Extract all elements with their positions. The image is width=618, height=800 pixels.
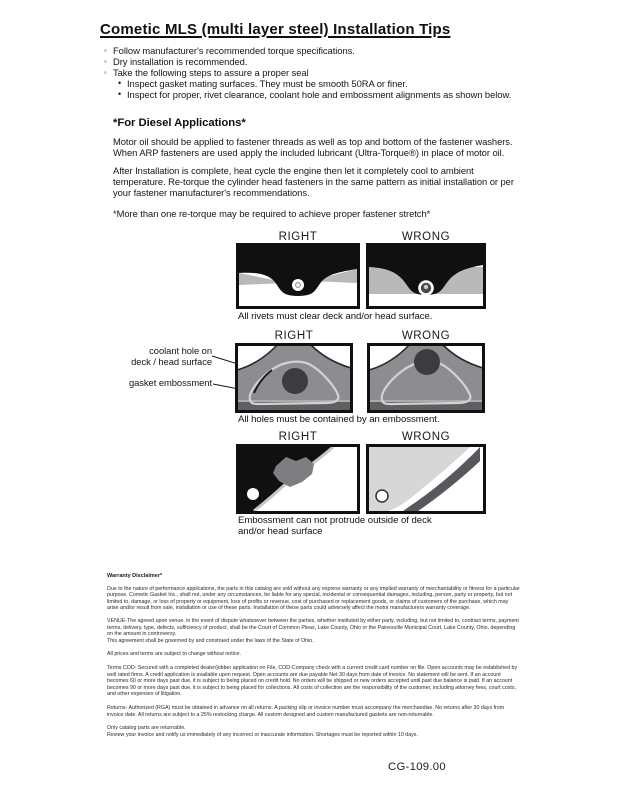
holes-caption: All holes must be contained by an embossment. bbox=[238, 414, 440, 425]
annotation-line: coolant hole on bbox=[149, 345, 212, 356]
installation-tips-list bbox=[104, 45, 534, 100]
rivet-center bbox=[424, 285, 428, 289]
page-code: CG-109.00 bbox=[388, 761, 446, 773]
list-item bbox=[104, 67, 534, 78]
paragraph: After Installation is complete, heat cycle the engine then let it completely cool to ambient temperature. Re-torque the cylinder head fasteners in the same pattern as initial installation or per your fastener manufacturer's recommendations. bbox=[113, 165, 514, 198]
rivet-right-diagram bbox=[236, 243, 360, 309]
bolt-hole bbox=[247, 488, 259, 500]
embossment-wrong-diagram bbox=[367, 343, 485, 413]
paragraph: Motor oil should be applied to fastener threads as well as top and bottom of the fastener washers. When ARP fasteners are used apply the included lubricant (Ultra-Torque®) in place of motor oil. bbox=[113, 136, 513, 158]
filled-bullet-icon: • bbox=[118, 89, 122, 99]
warranty-heading: Warranty Disclaimer* bbox=[107, 573, 163, 579]
rivet-caption: All rivets must clear deck and/or head surface. bbox=[238, 311, 433, 322]
retorque-note: *More than one re-torque may be required to achieve proper fastener stretch* bbox=[113, 208, 431, 219]
right-label: RIGHT bbox=[278, 231, 318, 243]
annotation-line: deck / head surface bbox=[131, 355, 212, 367]
protrusion-right-diagram bbox=[236, 444, 360, 514]
legal-paragraph: VENUE-The agreed upon venue, in the event of dispute whatsoever between the parties, whether instituted by either party, including, but not limited to, contract terms, payment terms, delivery, type, defects, sufficiency of product, shall be the Court of Common Pleas, Lake County, Ohio or the Painesville Municipal Court, Lake County, Ohio, depending on the amount in controversy. bbox=[107, 617, 519, 638]
protrusion-wrong-diagram bbox=[366, 444, 486, 514]
list-item bbox=[104, 56, 534, 67]
legal-paragraph: All prices and terms are subject to change without notice. bbox=[107, 651, 241, 658]
gasket-embossment-annotation: gasket embossment bbox=[128, 377, 212, 388]
bolt-hole bbox=[376, 490, 388, 502]
right-label: RIGHT bbox=[274, 330, 314, 342]
caption-line: and/or head surface bbox=[238, 525, 323, 537]
legal-paragraph: Only catalog parts are returnable. bbox=[107, 725, 186, 732]
coolant-hole-annotation bbox=[118, 346, 212, 367]
section-heading: *For Diesel Applications* bbox=[113, 117, 246, 129]
open-bullet-icon: ◦ bbox=[104, 46, 107, 55]
rivet-icon bbox=[292, 279, 304, 291]
legal-paragraph: Returns- Authorized (RGA) must be obtained in advance on all returns. A packing slip or invoice number must accompany the merchandise. No returns after 30 days from invoice date. All returns are subject to a 25% restocking charge. All custom designed and custom manufactured gaskets are non-returnable. bbox=[107, 704, 505, 718]
legal-paragraph: Terms COD- Secured with a completed dealer/jobber application on File, COD-Company check with a current credit card number on file. Open accounts may be established by well rated firms. A credit application is available upon request. Open accounts are due payable Net 30 days from date of invoice. No statement will be sent. If an account becomes 60 or more days past due, it is subject to being placed on credit hold. No orders will be shipped or new orders accepted until past due balance is paid. If an account becomes 90 or more days past due, it is subject to being placed for collections. All costs of collection are the responsibility of the customer, including attorney fees, court costs, and other expenses of litigation. bbox=[107, 664, 518, 698]
embossment-right-diagram bbox=[235, 343, 353, 413]
list-item bbox=[104, 45, 534, 56]
wrong-label: WRONG bbox=[401, 431, 451, 443]
tip-text: Take the following steps to assure a proper seal bbox=[113, 67, 309, 78]
embossment-caption bbox=[238, 516, 488, 537]
list-item bbox=[118, 89, 534, 100]
legal-paragraph: Review your invoice and notify us immediately of any incorrect or inaccurate information. Shortages must be reported within 10 days. bbox=[107, 731, 418, 738]
open-bullet-icon: ◦ bbox=[104, 68, 107, 77]
rivet-wrong-diagram bbox=[366, 243, 486, 309]
coolant-hole bbox=[282, 368, 308, 394]
tip-text: Inspect gasket mating surfaces. They must be smooth 50RA or finer. bbox=[127, 78, 408, 89]
legal-paragraph: Due to the nature of performance applications, the parts in this catalog are sold without any express warranty or any implied warranty of merchantability or fitness for a particular purpose. Cometic Gasket Inc., shall not, under any circumstances, be liable for any special, incidental or consequential damages, including, person, party or property, but not limited to, damage, or loss of property or equipment, loss of profits or revenue, cost of purchased or replacement goods, or claims of customers of the purchase, which may arise and/or result from sale, installation or use of these parts. Installation of these parts could adversely affect the motor manufacturers warranty coverage. bbox=[107, 585, 520, 612]
tip-text: Dry installation is recommended. bbox=[113, 56, 248, 67]
warranty-disclaimer-section bbox=[107, 573, 521, 738]
page-title: Cometic MLS (multi layer steel) Installation Tips bbox=[100, 21, 451, 38]
tip-text: Follow manufacturer's recommended torque specifications. bbox=[113, 45, 355, 56]
coolant-hole bbox=[414, 349, 440, 375]
tip-text: Inspect for proper, rivet clearance, coolant hole and embossment alignments as shown below. bbox=[127, 89, 512, 100]
legal-paragraph: This agreement shall be governed by and construed under the laws of the State of Ohio. bbox=[107, 637, 314, 644]
caption-line: Embossment can not protrude outside of deck bbox=[238, 515, 432, 526]
wrong-label: WRONG bbox=[401, 330, 451, 342]
right-label: RIGHT bbox=[278, 431, 318, 443]
open-bullet-icon: ◦ bbox=[104, 57, 107, 66]
filled-bullet-icon: • bbox=[118, 78, 122, 88]
list-item bbox=[118, 78, 534, 89]
diesel-applications-section bbox=[113, 118, 519, 219]
wrong-label: WRONG bbox=[401, 231, 451, 243]
